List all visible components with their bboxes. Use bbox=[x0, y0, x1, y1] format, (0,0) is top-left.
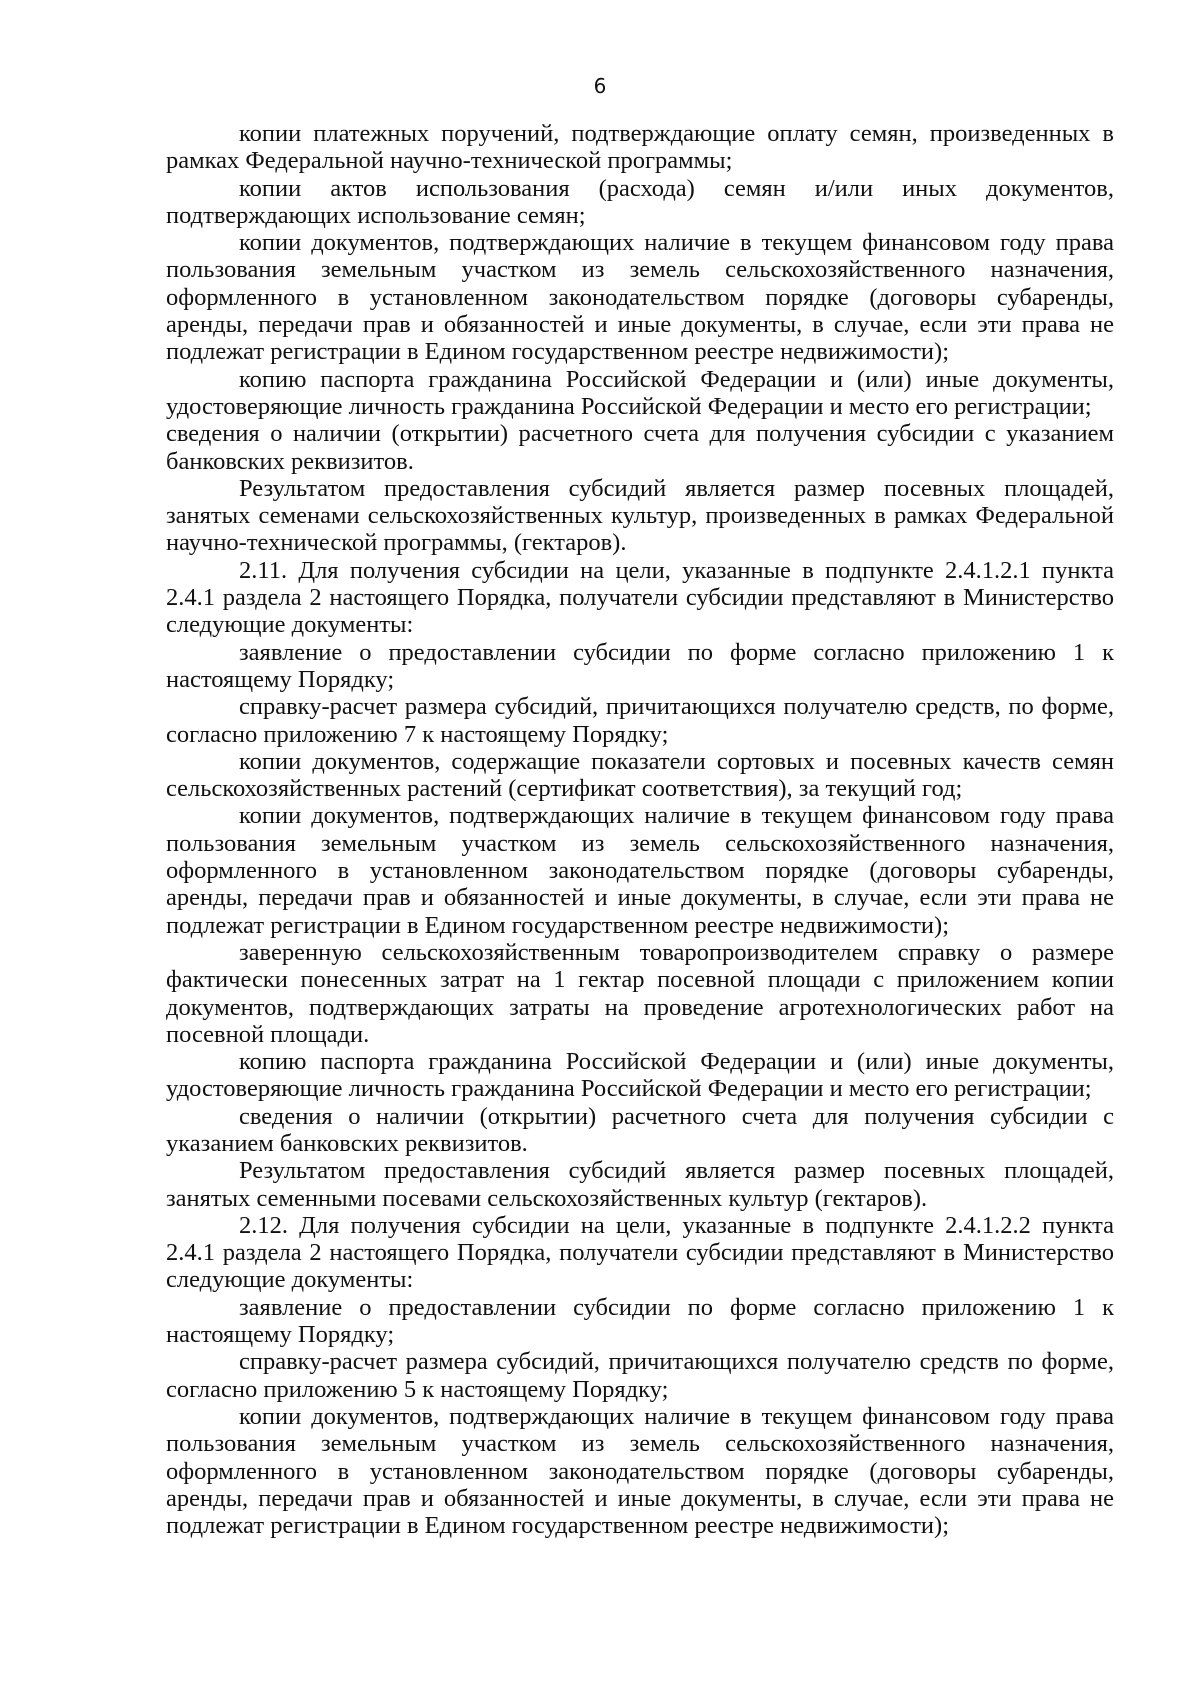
page-number: 6 bbox=[593, 74, 607, 98]
paragraph-application: заявление о предоставлении субсидии по форме согласно приложению 1 к настоящему Порядку; bbox=[166, 1293, 1114, 1349]
paragraph-seed-usage-acts: копии актов использования (расхода) семян и/или иных документов, подтверждающих использование семян; bbox=[166, 174, 1114, 229]
paragraph-land-rights: копии документов, подтверждающих наличие в текущем финансовом году права пользования земельным участком из земель сельскохозяйственного назначения, оформленного в установленном законодательством порядке (договоры субаренды, аренды, передачи прав и обязанностей и иные документы, в случае, если эти права не подлежат регистрации в Едином государственном реестре недвижимости); bbox=[166, 229, 1114, 366]
paragraph-land-rights: копии документов, подтверждающих наличие в текущем финансовом году права пользования земельным участком из земель сельскохозяйственного назначения, оформленного в установленном законодательством порядке (договоры субаренды, аренды, передачи прав и обязанностей и иные документы, в случае, если эти права не подлежат регистрации в Едином государственном реестре недвижимости); bbox=[166, 1402, 1114, 1540]
paragraph-calculation-certificate: справку-расчет размера субсидий, причитающихся получателю средств, по форме, согласно приложению 7 к настоящему Порядку; bbox=[166, 693, 1114, 748]
paragraph-section-2-11: 2.11. Для получения субсидии на цели, указанные в подпункте 2.4.1.2.1 пункта 2.4.1 раздела 2 настоящего Порядка, получатели субсидии представляют в Министерство следующие документы: bbox=[166, 556, 1114, 639]
paragraph-application: заявление о предоставлении субсидии по форме согласно приложению 1 к настоящему Порядку; bbox=[166, 638, 1114, 693]
paragraph-calculation-certificate: справку-расчет размера субсидий, причитающихся получателю средств по форме, согласно приложению 5 к настоящему Порядку; bbox=[166, 1348, 1114, 1403]
paragraph-land-rights: копии документов, подтверждающих наличие в текущем финансовом году права пользования земельным участком из земель сельскохозяйственного назначения, оформленного в установленном законодательством порядке (договоры субаренды, аренды, передачи прав и обязанностей и иные документы, в случае, если эти права не подлежат регистрации в Едином государственном реестре недвижимости); bbox=[166, 802, 1114, 939]
paragraph-passport: копию паспорта гражданина Российской Федерации и (или) иные документы, удостоверяющие личность гражданина Российской Федерации и место его регистрации; bbox=[166, 1048, 1114, 1103]
paragraph-costs-certificate: заверенную сельскохозяйственным товаропроизводителем справку о размере фактически понесенных затрат на 1 гектар посевной площади с приложением копии документов, подтверждающих затраты на проведение агротехнологических работ на посевной площади. bbox=[166, 938, 1114, 1048]
paragraph-passport: копию паспорта гражданина Российской Федерации и (или) иные документы, удостоверяющие личность гражданина Российской Федерации и место его регистрации; bbox=[166, 365, 1114, 420]
paragraph-payment-orders: копии платежных поручений, подтверждающие оплату семян, произведенных в рамках Федеральной научно-технической программы; bbox=[166, 120, 1114, 175]
paragraph-bank-account: сведения о наличии (открытии) расчетного счета для получения субсидии с указанием банковских реквизитов. bbox=[166, 420, 1114, 475]
paragraph-result: Результатом предоставления субсидий является размер посевных площадей, занятых семенами сельскохозяйственных культур, произведенных в рамках Федеральной научно-технической программы, (гектаров). bbox=[166, 474, 1114, 557]
paragraph-bank-account: сведения о наличии (открытии) расчетного счета для получения субсидии с указанием банковских реквизитов. bbox=[166, 1102, 1114, 1157]
paragraph-result: Результатом предоставления субсидий является размер посевных площадей, занятых семенными посевами сельскохозяйственных культур (гектаров). bbox=[166, 1157, 1114, 1212]
paragraph-seed-quality: копии документов, содержащие показатели сортовых и посевных качеств семян сельскохозяйственных растений (сертификат соответствия), за текущий год; bbox=[166, 747, 1114, 803]
paragraph-section-2-12: 2.12. Для получения субсидии на цели, указанные в подпункте 2.4.1.2.2 пункта 2.4.1 раздела 2 настоящего Порядка, получатели субсидии представляют в Министерство следующие документы: bbox=[166, 1211, 1114, 1294]
document-body bbox=[166, 120, 1114, 1539]
